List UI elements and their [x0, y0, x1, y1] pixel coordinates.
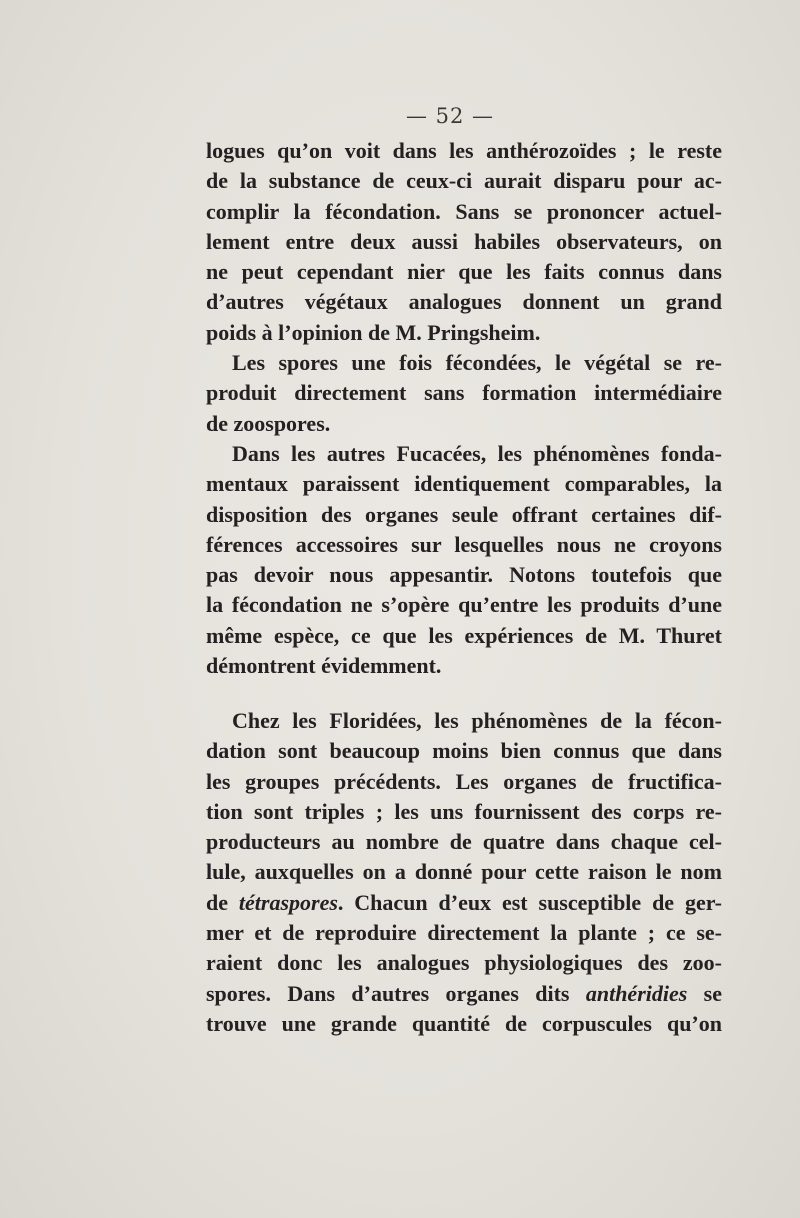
- text-line: démontrent évidemment.: [206, 653, 442, 679]
- text-line: même espèce, ce que les expériences de M. Thuret: [206, 622, 722, 648]
- text-line: [206, 706, 722, 736]
- text-line: férences accessoires sur lesquelles nous ne croyons: [206, 531, 722, 557]
- text-line: Les spores une fois fécondées, le végétal se re-: [232, 350, 722, 376]
- text-line: [206, 948, 722, 978]
- text-line: la fécondation ne s’opère qu’entre les produits d’une: [206, 592, 722, 618]
- text-segment: . Chacun d’eux est susceptible de ger-: [337, 889, 722, 915]
- text-line: mentaux paraissent identiquement comparables, la: [206, 471, 722, 497]
- text-segment: raient donc les analogues physiologiques des zoo-: [206, 950, 722, 976]
- text-line: [206, 797, 722, 827]
- text-line: ne peut cependant nier que les faits connus dans: [206, 259, 722, 285]
- text-line: [206, 767, 722, 797]
- text-segment: lule, auxquelles on a donné pour cette raison le nom: [206, 859, 722, 885]
- italic-term: tétraspores: [238, 889, 338, 915]
- text-line: de zoospores.: [206, 410, 331, 436]
- text-segment: producteurs au nombre de quatre dans chaque cel-: [206, 829, 722, 855]
- text-line: lement entre deux aussi habiles observateurs, on: [206, 228, 722, 254]
- text-line: [206, 979, 722, 1009]
- text-line: disposition des organes seule offrant certaines dif-: [206, 501, 722, 527]
- text-line: [206, 918, 722, 948]
- text-line: [206, 827, 722, 857]
- text-segment: se: [687, 980, 722, 1006]
- text-line: [206, 736, 722, 766]
- text-block-floridees: [206, 706, 722, 1039]
- text-segment: tion sont triples ; les uns fournissent des corps re-: [206, 798, 722, 824]
- text-line: produit directement sans formation intermédiaire: [206, 380, 722, 406]
- text-line: [206, 857, 722, 887]
- text-line: pas devoir nous appesantir. Notons toutefois que: [206, 562, 722, 588]
- page-number: — 52 —: [405, 104, 495, 128]
- text-block-top: [206, 136, 722, 681]
- text-line: de la substance de ceux-ci aurait disparu pour ac-: [206, 168, 722, 194]
- text-line: [206, 888, 722, 918]
- text-segment: spores. Dans d’autres organes dits: [206, 980, 586, 1006]
- text-line: Dans les autres Fucacées, les phénomènes fonda-: [232, 440, 722, 466]
- text-segment: trouve une grande quantité de corpuscules qu’on: [206, 1010, 722, 1036]
- text-line: logues qu’on voit dans les anthérozoïdes ; le reste: [206, 138, 722, 163]
- text-segment: les groupes précédents. Les organes de fructifica-: [206, 768, 722, 794]
- text-line: complir la fécondation. Sans se prononcer actuel-: [206, 198, 722, 224]
- text-line: poids à l’opinion de M. Pringsheim.: [206, 319, 541, 345]
- text-line: [206, 1009, 722, 1039]
- text-segment: Chez les Floridées, les phénomènes de la fécon-: [232, 708, 722, 733]
- text-segment: mer et de reproduire directement la plante ; ce se-: [206, 920, 722, 946]
- text-line: d’autres végétaux analogues donnent un grand: [206, 289, 722, 315]
- italic-term: anthéridies: [585, 980, 688, 1006]
- text-segment: dation sont beaucoup moins bien connus que dans: [206, 738, 722, 764]
- text-segment: de: [206, 889, 239, 915]
